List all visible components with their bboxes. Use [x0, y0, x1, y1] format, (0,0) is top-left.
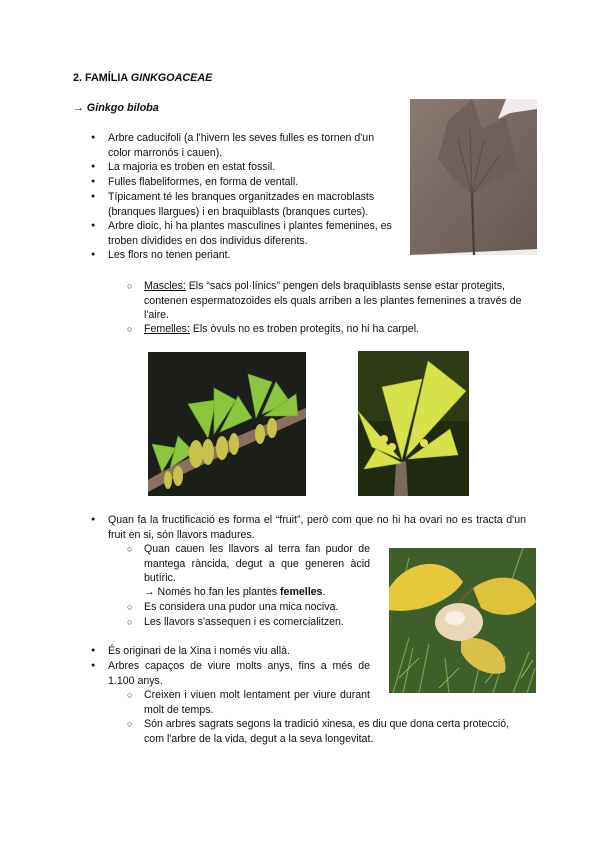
bullet-longevity: ● Arbres capaços de viure molts anys, fins a més de 1.100 anys. [108, 659, 370, 688]
female-text: Els òvuls no es troben protegits, no hi ha carpel. [189, 323, 419, 335]
slow-growth-item: ○ Creixen i viuen molt lentament per viure durant molt de temps. [144, 688, 370, 717]
seeds-smell-item: ○ Quan cauen les llavors al terra fan pudor de mantega ràncida, degut a que generen àcid butíric. [144, 542, 370, 586]
bullet-branches: ● Típicament té les branques organitzades en macroblasts (branques llargues) i en braquiblasts (branques curtes). [108, 190, 396, 219]
section-title-family: GINKGOACEAE [130, 72, 213, 84]
toxic-smell-item: ○ Es considera una pudor una mica nociva. [144, 600, 374, 615]
bullet-fossil: ● La majoria es troben en estat fossil. [108, 160, 396, 175]
male-text: Els “sacs pol·línics” pengen dels braquiblasts sense estar protegits, contenen espermatozoides els quals arriben a les plantes femenines a través de l'aire. [144, 280, 522, 322]
female-label: Femelles: [144, 323, 190, 335]
females-only-prefix: → Només ho fan les plantes [144, 586, 281, 598]
ginkgo-seeds-photo [389, 548, 536, 693]
females-only-note [144, 585, 370, 600]
male-label: Mascles: [144, 280, 186, 292]
female-ovules-photo [358, 351, 469, 496]
bullet-fruit: ● Quan fa la fructificació es forma el “fruit”, però com que no hi ha ovari no es tracta d'un fruit en si, són llavors madures. [108, 513, 526, 542]
arrow-glyph: → [73, 102, 87, 114]
species-name: Ginkgo biloba [86, 102, 159, 114]
fossil-ginkgo-leaf-photo [410, 99, 537, 255]
seeds-dried-item: ○ Les llavors s'assequen i es comercialitzen. [144, 615, 374, 630]
male-catkins-photo [148, 352, 306, 496]
male-flowers-item [144, 279, 530, 323]
bullet-dioecious: ● Arbre dioic, hi ha plantes masculines i plantes femenines, es troben dividides en dos individus diferents. [108, 219, 396, 248]
females-only-bold: femelles [280, 586, 323, 598]
sacred-tree-item: ○ Són arbres sagrats segons la tradició xinesa, es diu que dona certa protecció, com l'arbre de la vida, degut a la seva longevitat. [144, 717, 530, 746]
species-heading [73, 101, 159, 116]
bullet-origin: ● És originari de la Xina i només viu allà. [108, 644, 370, 659]
bullet-no-perianth: ● Les flors no tenen periant. [108, 248, 396, 263]
bullet-deciduous: ● Arbre caducifoli (a l'hivern les seves fulles es tornen d'un color marronós i cauen). [108, 131, 396, 160]
section-title-prefix: 2. FAMÍLIA [73, 72, 131, 84]
females-only-suffix: . [322, 586, 326, 598]
section-title [73, 71, 212, 86]
bullet-leaves: ● Fulles flabeliformes, en forma de ventall. [108, 175, 396, 190]
female-flowers-item [144, 322, 530, 337]
